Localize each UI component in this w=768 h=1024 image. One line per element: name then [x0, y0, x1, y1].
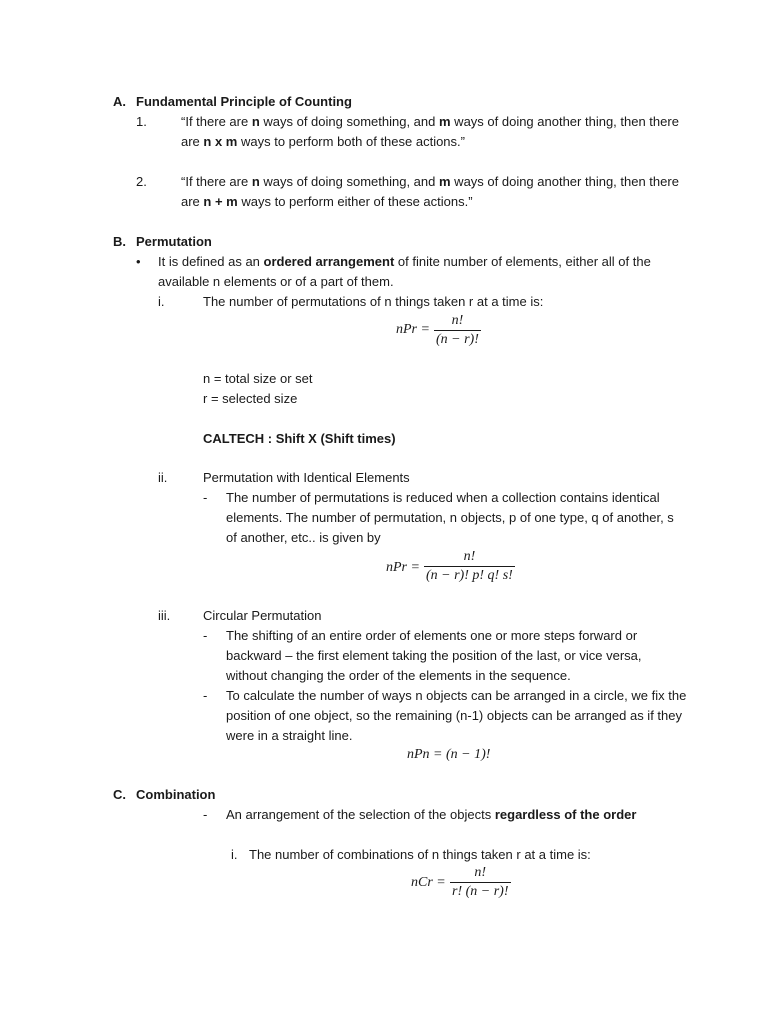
- item-b-iii-number: iii.: [158, 608, 171, 623]
- section-a-letter: A.: [113, 94, 126, 109]
- item-b-iii-b-line2: position of one object, so the remaining (n-1) objects can be arranged as if they: [226, 708, 682, 723]
- r-definition: r = selected size: [203, 391, 298, 406]
- item-b-i-number: i.: [158, 294, 165, 309]
- identical-formula-fraction: [424, 548, 515, 585]
- identical-formula-denominator: (n − r)! p! q! s!: [426, 568, 513, 583]
- npr-formula-fraction: [434, 312, 481, 349]
- item-a2-number: 2.: [136, 174, 147, 189]
- item-b-iii-dash2: -: [203, 688, 208, 703]
- section-b-title: Permutation: [136, 234, 212, 249]
- section-b-letter: B.: [113, 234, 126, 249]
- item-b-ii-line1: The number of permutations is reduced when a collection contains identical: [226, 490, 660, 505]
- item-b-iii-a-line3: without changing the order of the elements in the sequence.: [226, 668, 571, 683]
- combination-dash: -: [203, 807, 208, 822]
- item-b-iii-b-line1: To calculate the number of ways n objects can be arranged in a circle, we fix the: [226, 688, 687, 703]
- item-a1-number: 1.: [136, 114, 147, 129]
- ncr-formula-numerator: n!: [450, 864, 511, 883]
- caltech-note: CALTECH : Shift X (Shift times): [203, 431, 396, 446]
- npr-formula-denominator: (n − r)!: [436, 332, 479, 347]
- circular-formula: nPn = (n − 1)!: [407, 747, 491, 762]
- item-a1-line2: are n x m ways to perform both of these actions.”: [181, 134, 465, 149]
- section-a-heading: [113, 94, 126, 110]
- ncr-formula-denominator: r! (n − r)!: [452, 884, 509, 899]
- item-b-i-text: The number of permutations of n things taken r at a time is:: [203, 294, 544, 309]
- item-b-ii-title: Permutation with Identical Elements: [203, 470, 410, 485]
- ncr-formula-lhs: nCr =: [411, 875, 446, 890]
- item-b-iii-a-line2: backward – the first element taking the position of the last, or vice versa,: [226, 648, 642, 663]
- section-c-letter: C.: [113, 787, 126, 802]
- bullet-icon: •: [136, 254, 141, 269]
- npr-formula-numerator: n!: [434, 312, 481, 331]
- identical-formula-numerator: n!: [424, 548, 515, 567]
- item-b-iii-b-line3: were in a straight line.: [226, 728, 353, 743]
- section-c-title: Combination: [136, 787, 216, 802]
- npr-formula-lhs: nPr =: [396, 322, 430, 337]
- item-a1-line1: “If there are n ways of doing something, and m ways of doing another thing, then there: [181, 114, 679, 129]
- item-c-i-text: The number of combinations of n things taken r at a time is:: [249, 847, 591, 862]
- permutation-definition-line1: It is defined as an ordered arrangement of finite number of elements, either all of the: [158, 254, 651, 269]
- item-b-ii-line3: of another, etc.. is given by: [226, 530, 381, 545]
- ncr-formula-fraction: [450, 864, 511, 901]
- n-definition: n = total size or set: [203, 371, 313, 386]
- section-a-title: Fundamental Principle of Counting: [136, 94, 352, 109]
- item-b-iii-dash1: -: [203, 628, 208, 643]
- item-b-iii-title: Circular Permutation: [203, 608, 322, 623]
- item-a2-line2: are n + m ways to perform either of these actions.”: [181, 194, 473, 209]
- item-b-ii-number: ii.: [158, 470, 168, 485]
- combination-definition: An arrangement of the selection of the objects regardless of the order: [226, 807, 637, 822]
- permutation-definition-line2: available n elements or of a part of them.: [158, 274, 394, 289]
- item-a2-line1: “If there are n ways of doing something, and m ways of doing another thing, then there: [181, 174, 679, 189]
- item-c-i-number: i.: [231, 847, 238, 862]
- item-b-ii-dash: -: [203, 490, 208, 505]
- identical-formula-lhs: nPr =: [386, 560, 420, 575]
- item-b-ii-line2: elements. The number of permutation, n objects, p of one type, q of another, s: [226, 510, 674, 525]
- item-b-iii-a-line1: The shifting of an entire order of elements one or more steps forward or: [226, 628, 638, 643]
